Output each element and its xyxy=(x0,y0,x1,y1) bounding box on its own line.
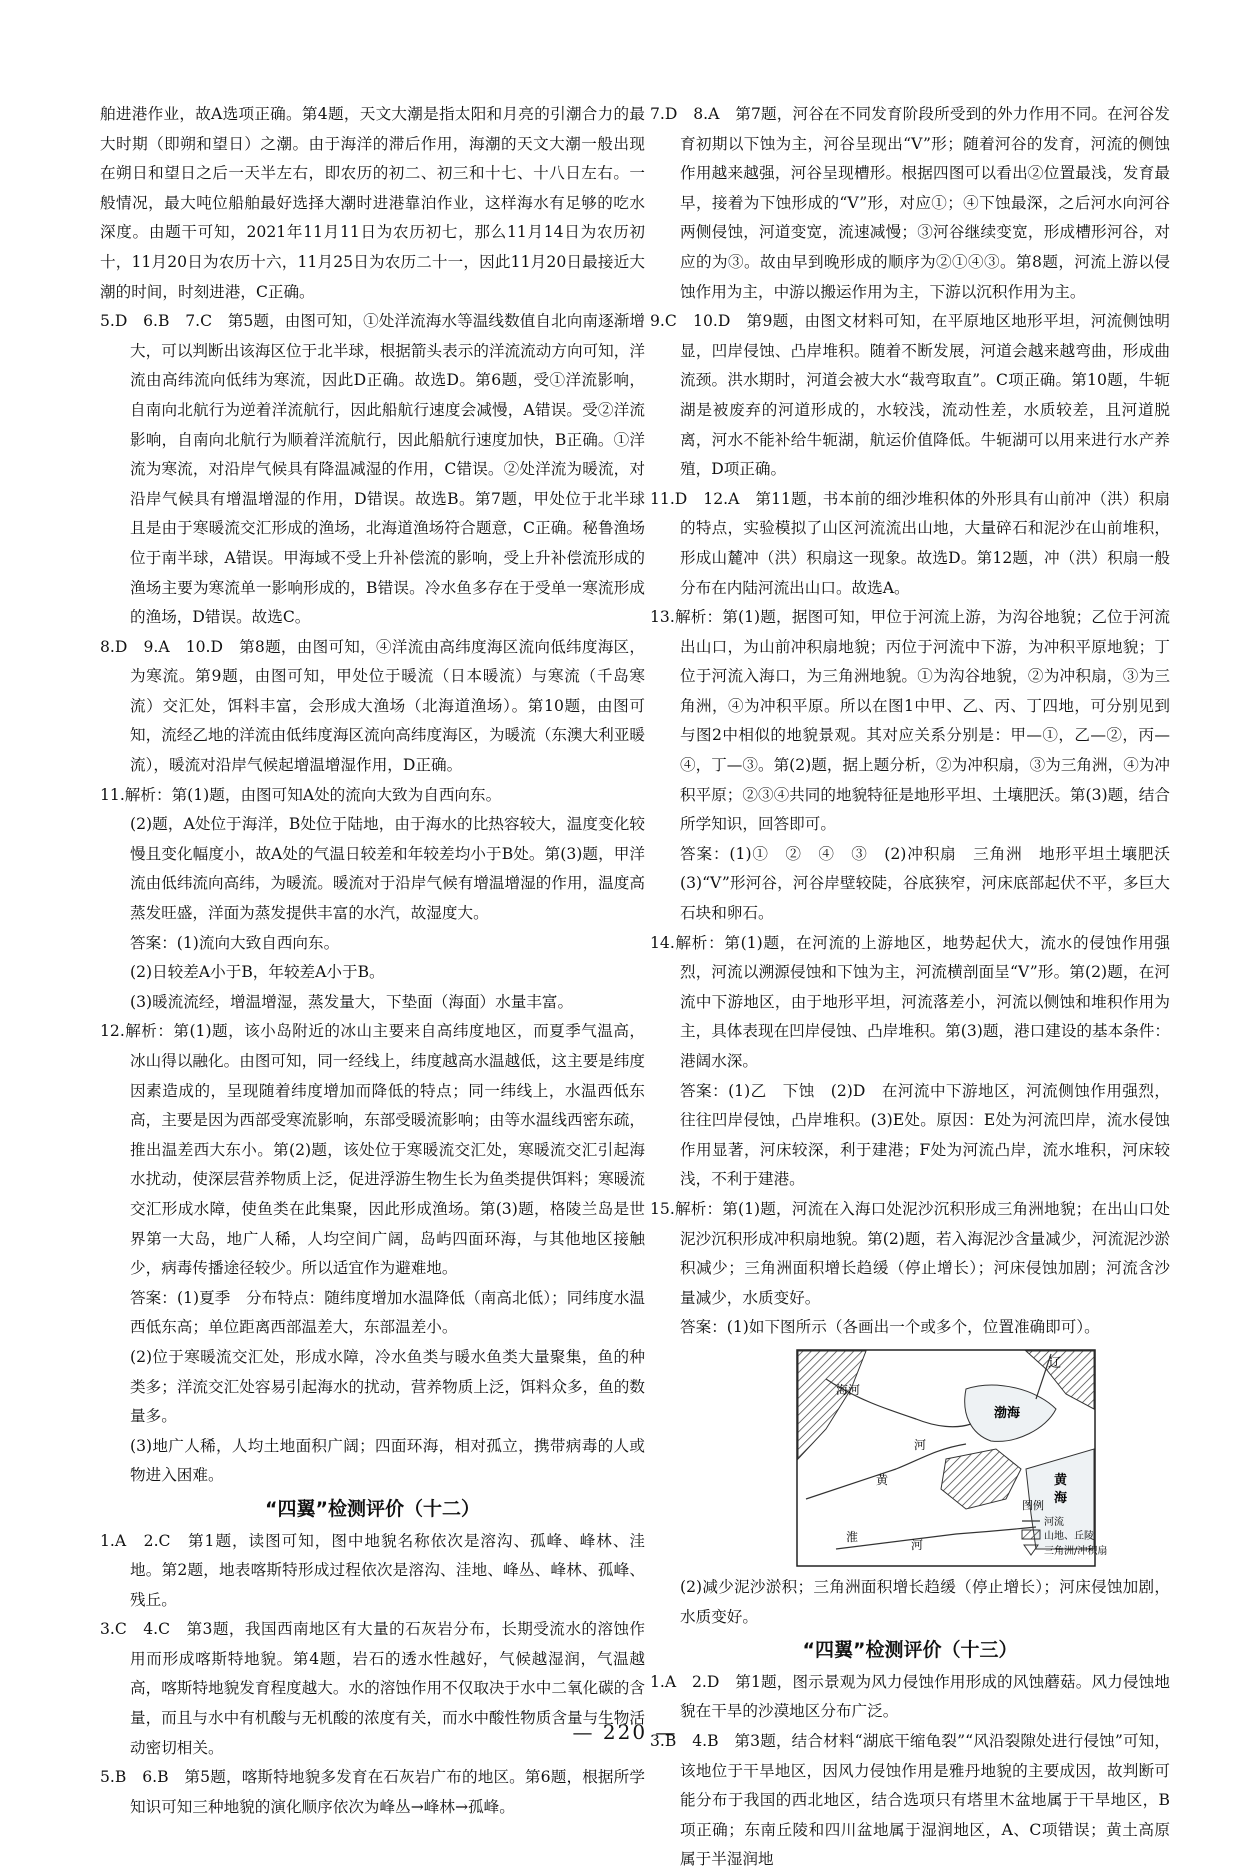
answer-q11-key-3: (3)暖流流经，增温增湿，蒸发量大，下垫面（海面）水量丰富。 xyxy=(130,992,574,1011)
answer-q15-key-2: (2)减少泥沙淤积；三角洲面积增长趋缓（停止增长）；河床侵蚀加剧，水质变好。 xyxy=(680,1577,1170,1626)
map-svg xyxy=(796,1349,1108,1567)
answer-q12-key: 答案：(1)夏季 分布特点：随纬度增加水温降低（南高北低）；同纬度水温西低东高；单位距离西部温差大，东部温差小。 xyxy=(130,1288,645,1337)
answer-q11-analysis: (2)题，A处位于海洋，B处位于陆地，由于海水的比热容较大，温度变化较慢且变化幅度小，故A处的气温日较差和年较差均小于B处。第(3)题，甲洋流由低纬流向高纬，为暖流。暖流对于沿岸气候有增温增湿的作用，温度高蒸发旺盛，洋面为蒸发提供丰富的水汽，故湿度大。 xyxy=(130,815,645,923)
s12-answer-q1-2: 1.A 2.C 第1题，读图可知，图中地貌名称依次是溶沟、孤峰、峰林、洼地。第2题，地表喀斯特形成过程依次是溶沟、洼地、峰丛、峰林、孤峰、残丘。 xyxy=(100,1531,645,1609)
legend-river: 河流 xyxy=(1044,1516,1064,1528)
answer-q14: 14.解析：第(1)题，在河流的上游地区，地势起伏大，流水的侵蚀作用强烈，河流以溯源侵蚀和下蚀为主，河流横剖面呈“V”形。第(2)题，在河流中下游地区，由于地形平坦，河流落差小，河流以侧蚀和堆积作用为主，具体表现在凹岸侵蚀、凸岸堆积。第(3)题，港口建设的基本条件：港阔水深。 xyxy=(650,933,1170,1070)
map-label-bohai: 渤海 xyxy=(994,1405,1021,1421)
answer-q5-7: 5.D 6.B 7.C 第5题，由图可知，①处洋流海水等温线数值自北向南逐渐增大，可以判断出该海区位于北半球，根据箭头表示的洋流流动方向可知，洋流由高纬流向低纬为寒流，因此D正确。故选D。第6题，受①洋流影响，自南向北航行为逆着洋流航行，因此船航行速度会减慢，A错误。受②洋流影响，自南向北航行为顺着洋流航行，因此船航行速度加快，B正确。①洋流为寒流，对沿岸气候具有降温减湿的作用，C错误。②处洋流为暖流，对沿岸气候具有增温增湿的作用，D错误。故选B。第7题，甲处位于北半球且是由于寒暖流交汇形成的渔场，北海道渔场符合题意，C正确。秘鲁渔场位于南半球，A错误。甲海域不受上升补偿流的影响，受上升补偿流形成的渔场主要为寒流单一影响形成的，B错误。冷水鱼多存在于受单一寒流形成的渔场，D错误。故选C。 xyxy=(100,312,645,627)
page-number: — 220 — xyxy=(572,1720,678,1744)
map-label-liao: 辽 xyxy=(1048,1355,1062,1371)
legend-hills-symbol xyxy=(1022,1530,1040,1539)
section-heading-13: “四翼”检测评价（十三） xyxy=(802,1639,1018,1662)
answer-q11-key: 答案：(1)流向大致自西向东。 xyxy=(130,933,340,952)
answer-q12: 12.解析：第(1)题，该小岛附近的冰山主要来自高纬度地区，而夏季气温高，冰山得以融化。由图可知，同一经线上，纬度越高水温越低，这主要是纬度因素造成的，呈现随着纬度增加而降低的特点；同一纬线上，水温西低东高，主要是因为西部受寒流影响，东部受暖流影响；由等水温线西密东疏，推出温差西大东小。第(2)题，该处位于寒暖流交汇处，寒暖流交汇引起海水扰动，使深层营养物质上泛，促进浮游生物生长为鱼类提供饵料；寒暖流交汇形成水障，使鱼类在此集聚，因此形成渔场。第(3)题，格陵兰岛是世界第一大岛，地广人稀，人均空间广阔，岛屿四面环海，与其他地区接触少，病毒传播途径较少。所以适宜作为避难地。 xyxy=(100,1022,645,1278)
legend-delta: 三角洲/冲积扇 xyxy=(1044,1545,1108,1557)
map-figure xyxy=(796,1349,1108,1567)
s13-answer-q3-4: 3.B 4.B 第3题，结合材料“湖底干缩龟裂”“风沿裂隙处进行侵蚀”可知，该地位于干旱地区，因风力侵蚀作用是雅丹地貌的主要成因，故判断可能分布于我国的西北地区，结合选项只有塔里木盆地属于干旱地区，B项正确；东南丘陵和四川盆地属于湿润地区，A、C项错误；黄土高原属于半湿润地 xyxy=(650,1731,1170,1869)
map-label-he2: 河 xyxy=(911,1537,924,1552)
section-heading-12: “四翼”检测评价（十二） xyxy=(265,1497,480,1520)
answer-q12-key-2: (2)位于寒暖流交汇处，形成水障，冷水鱼类与暖水鱼类大量聚集，鱼的种类多；洋流交汇处容易引起海水的扰动，营养物质上泛，饵料众多，鱼的数量多。 xyxy=(130,1347,645,1426)
s12-answer-q5-6: 5.B 6.B 第5题，喀斯特地貌多发育在石灰岩广布的地区。第6题，根据所学知识可知三种地貌的演化顺序依次为峰丛→峰林→孤峰。 xyxy=(100,1768,645,1816)
answer-q9-10: 9.C 10.D 第9题，由图文材料可知，在平原地区地形平坦，河流侧蚀明显，凹岸侵蚀、凸岸堆积。随着不断发展，河道会越来越弯曲，形成曲流颈。洪水期时，河道会被大水“裁弯取直”。C项正确。第10题，牛轭湖是被废弃的河道形成的，水较浅，流动性差，水质较差，且河道脱离，河水不能补给牛轭湖，航运价值降低。牛轭湖可以用来进行水产养殖，D项正确。 xyxy=(650,312,1170,479)
s12-answer-q3-4: 3.C 4.C 第3题，我国西南地区有大量的石灰岩分布，长期受流水的溶蚀作用而形成喀斯特地貌。第4题，岩石的透水性越好，气候越湿润，气温越高，喀斯特地貌发育程度越大。水的溶蚀作用不仅取决于水中二氧化碳的含量，而且与水中有机酸与无机酸的浓度有关，而水中酸性物质含量与生物活动密切相关。 xyxy=(100,1620,645,1757)
legend-hills: 山地、丘陵 xyxy=(1044,1530,1094,1542)
map-label-haihe: 海河 xyxy=(836,1382,861,1397)
answer-q14-key: 答案：(1)乙 下蚀 (2)D 在河流中下游地区，河流侧蚀作用强烈，往往凹岸侵蚀，凸岸堆积。(3)E处。原因：E处为河流凹岸，流水侵蚀作用显著，河床较深，利于建港；F处为河流凸岸，流水堆积，河床较浅，不利于建港。 xyxy=(680,1081,1170,1189)
map-label-he: 河 xyxy=(914,1437,927,1452)
answer-q15: 15.解析：第(1)题，河流在入海口处泥沙沉积形成三角洲地貌；在出山口处泥沙沉积形成冲积扇地貌。第(2)题，若入海泥沙含量减少，河流泥沙淤积减少；三角洲面积增长趋缓（停止增长）；河床侵蚀加剧；河流含沙量减少，水质变好。 xyxy=(650,1199,1170,1307)
map-label-huang-river: 黄 xyxy=(876,1472,889,1487)
answer-q13: 13.解析：第(1)题，据图可知，甲位于河流上游，为沟谷地貌；乙位于河流出山口，为山前冲积扇地貌；丙位于河流中下游，为冲积平原地貌；丁位于河流入海口，为三角洲地貌。①为沟谷地貌，②为冲积扇，③为三角洲，④为冲积平原。所以在图1中甲、乙、丙、丁四地，可分别见到与图2中相似的地貌景观。其对应关系分别是：甲—①，乙—②，丙—④，丁—③。第(2)题，据上题分析，②为冲积扇，③为三角洲，④为冲积平原；②③④共同的地貌特征是地形平坦、土壤肥沃。第(3)题，结合所学知识，回答即可。 xyxy=(650,608,1170,834)
answer-q11-12: 11.D 12.A 第11题，书本前的细沙堆积体的外形具有山前冲（洪）积扇的特点，实验模拟了山区河流流出山地，大量碎石和泥沙在山前堆积，形成山麓冲（洪）积扇这一现象。故选D。第12题，冲（洪）积扇一般分布在内陆河流出山口。故选A。 xyxy=(650,489,1170,597)
legend-title: 图例 xyxy=(1022,1498,1044,1512)
answer-q15-key: 答案：(1)如下图所示（各画出一个或多个，位置准确即可）。 xyxy=(680,1318,1100,1337)
answer-q11-key-2: (2)日较差A小于B，年较差A小于B。 xyxy=(130,963,385,982)
left-column xyxy=(100,100,645,1822)
answer-q11: 11.解析：第(1)题，由图可知A处的流向大致为自西向东。 xyxy=(100,785,502,804)
s13-answer-q1-2: 1.A 2.D 第1题，图示景观为风力侵蚀作用形成的风蚀蘑菇。风力侵蚀地貌在干旱的沙漠地区分布广泛。 xyxy=(650,1672,1170,1721)
map-label-huanghai-1: 黄 xyxy=(1054,1472,1068,1488)
map-label-huai: 淮 xyxy=(846,1529,859,1544)
answer-q13-key: 答案：(1)① ② ④ ③ (2)冲积扇 三角洲 地形平坦土壤肥沃 (3)“V”形河谷，河谷岸壁较陡，谷底狭窄，河床底部起伏不平，多巨大石块和卵石。 xyxy=(680,844,1186,923)
answer-q12-key-3: (3)地广人稀，人均土地面积广阔；四面环海，相对孤立，携带病毒的人或物进入困难。 xyxy=(130,1436,645,1485)
right-column xyxy=(650,100,1186,1875)
answer-q8-10: 8.D 9.A 10.D 第8题，由图可知，④洋流由高纬度海区流向低纬度海区，为寒流。第9题，由图可知，甲处位于暖流（日本暖流）与寒流（千岛寒流）交汇处，饵料丰富，会形成大渔场（北海道渔场）。第10题，由图可知，流经乙地的洋流由低纬度海区流向高纬度海区，为暖流（东澳大利亚暖流），暖流对沿岸气候起增温增湿作用，D正确。 xyxy=(100,637,645,775)
map-label-huanghai-2: 海 xyxy=(1054,1490,1068,1506)
paragraph-q4-cont: 舶进港作业，故A选项正确。第4题，天文大潮是指太阳和月亮的引潮合力的最大时期（即朔和望日）之潮。由于海洋的滞后作用，海潮的天文大潮一般出现在朔日和望日之后一天半左右，即农历的初二、初三和十七、十八日左右。一般情况，最大吨位船舶最好选择大潮时进港靠泊作业，这样海水有足够的吃水深度。由题干可知，2021年11月11日为农历初七，那么11月14日为农历初十，11月20日为农历十六，11月25日为农历二十一，因此11月20日最接近大潮的时间，时刻进港，C正确。 xyxy=(100,105,645,301)
answer-q7-8: 7.D 8.A 第7题，河谷在不同发育阶段所受到的外力作用不同。在河谷发育初期以下蚀为主，河谷呈现出“V”形；随着河谷的发育，河流的侧蚀作用越来越强，河谷呈现槽形。根据四图可以看出②位置最浅，发育最早，接着为下蚀形成的“V”形，对应①；④下蚀最深，之后河水向河谷两侧侵蚀，河道变宽，流速减慢；③河谷继续变宽，形成槽形河谷，对应的为③。故由早到晚形成的顺序为②①④③。第8题，河流上游以侵蚀作用为主，中游以搬运作用为主，下游以沉积作用为主。 xyxy=(650,105,1170,301)
